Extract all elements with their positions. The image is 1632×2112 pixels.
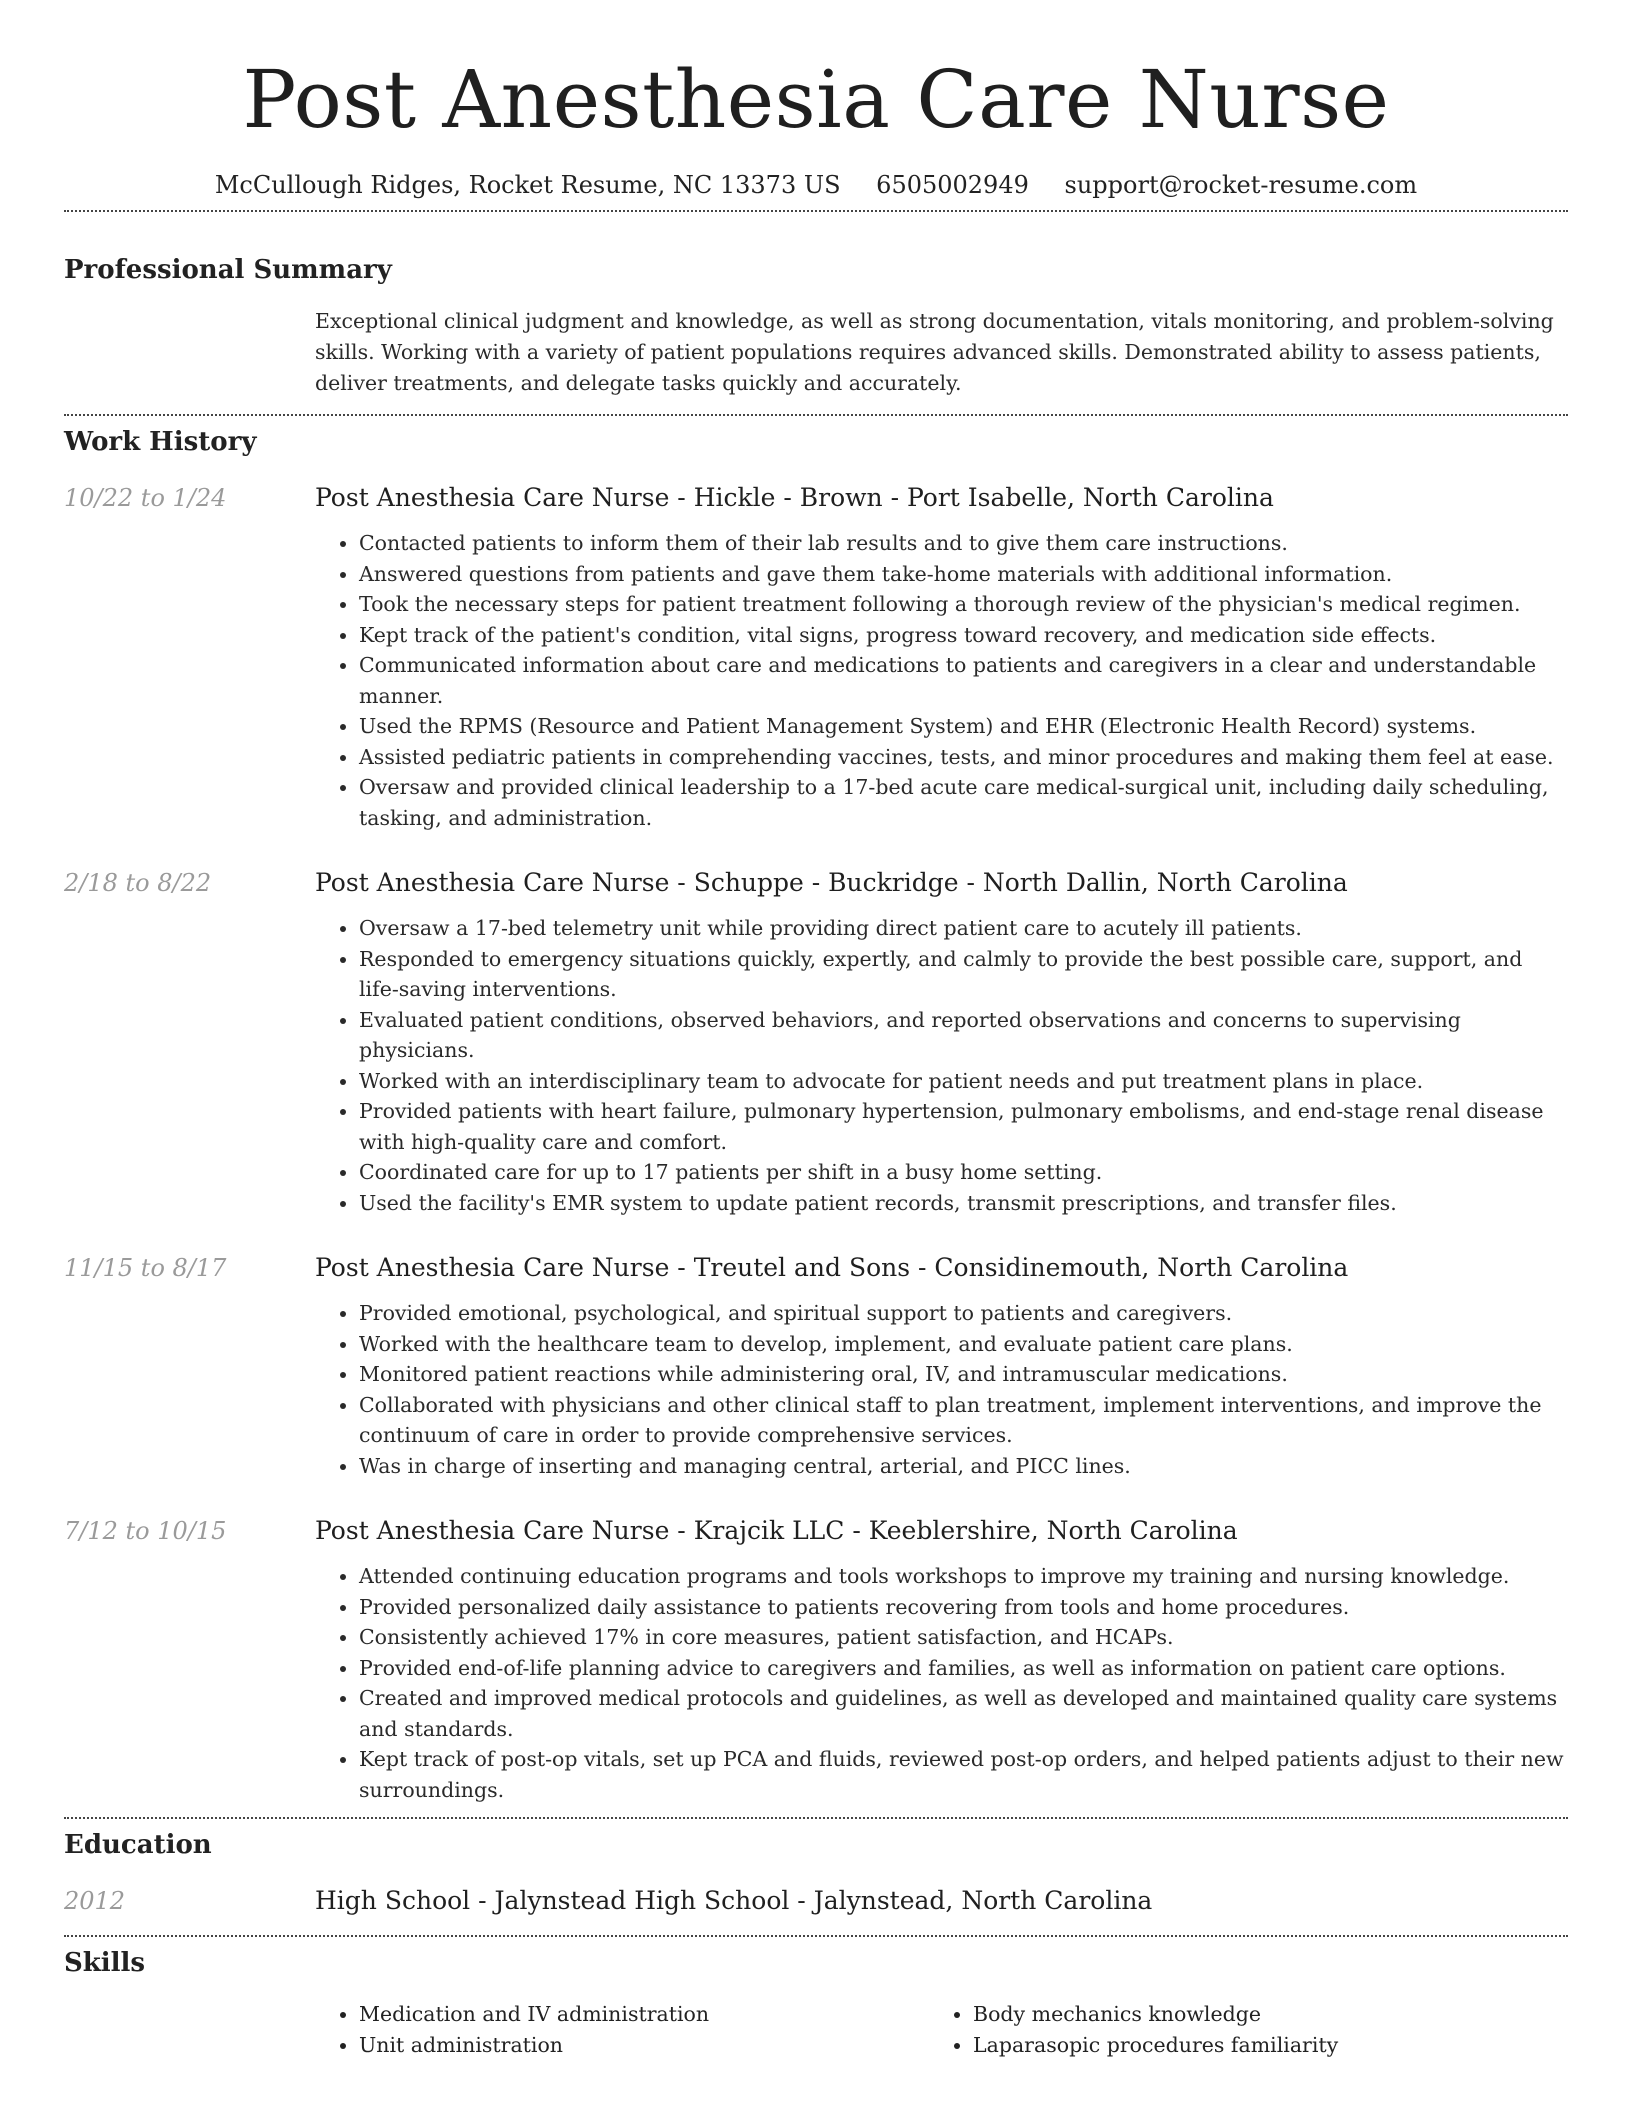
job-bullet: • Consistently achieved 17% in core measures, patient satisfaction, and HCAPs.	[359, 1622, 1568, 1653]
job-bullet: • Provided patients with heart failure, pulmonary hypertension, pulmonary embolisms, and end-stage renal disease with high-quality care and comfort.	[359, 1096, 1568, 1157]
section-title-summary: Professional Summary	[64, 255, 392, 285]
contact-email: support@rocket-resume.com	[1064, 171, 1418, 199]
skills-columns	[315, 1999, 1568, 2061]
job-dates: 10/22 to 1/24	[64, 484, 227, 512]
education-title: High School - Jalynstead High School - Jalynstead, North Carolina	[315, 1886, 1153, 1915]
job-title: Post Anesthesia Care Nurse - Treutel and Sons - Considinemouth, North Carolina	[315, 1253, 1349, 1282]
job-bullets	[315, 1298, 1568, 1481]
skills-section	[64, 1945, 1568, 2061]
summary-section	[64, 252, 1568, 399]
job-dates: 7/12 to 10/15	[64, 1517, 227, 1545]
contact-info	[64, 170, 1568, 210]
summary-text: Exceptional clinical judgment and knowledge, as well as strong documentation, vitals monitoring, and problem-solving skills. Working with a variety of patient populations requires advanced skills. Demonstrated ability to assess patients, deliver treatments, and delegate tasks quickly and accurately.	[315, 309, 1554, 395]
contact-address: McCullough Ridges, Rocket Resume, NC 13373 US	[214, 171, 841, 199]
job-bullet: • Oversaw a 17-bed telemetry unit while providing direct patient care to acutely ill patients.	[359, 913, 1568, 944]
job-bullet: • Oversaw and provided clinical leadership to a 17-bed acute care medical-surgical unit, including daily scheduling, tasking, and administration.	[359, 772, 1568, 833]
resume-name: Post Anesthesia Care Nurse	[242, 53, 1390, 146]
job-bullet: • Was in charge of inserting and managing central, arterial, and PICC lines.	[359, 1451, 1568, 1482]
job-bullet: • Contacted patients to inform them of their lab results and to give them care instructions.	[359, 528, 1568, 559]
job-title: Post Anesthesia Care Nurse - Krajcik LLC - Keeblershire, North Carolina	[315, 1516, 1238, 1545]
job-bullet: • Coordinated care for up to 17 patients per shift in a busy home setting.	[359, 1157, 1568, 1188]
contact-phone: 6505002949	[876, 171, 1029, 199]
job-bullets	[315, 913, 1568, 1218]
skills-list-right	[929, 1999, 1543, 2061]
divider	[64, 210, 1568, 212]
section-title-skills: Skills	[64, 1948, 146, 1978]
job-bullet: • Worked with the healthcare team to develop, implement, and evaluate patient care plans.	[359, 1329, 1568, 1360]
resume-page	[64, 0, 1568, 2061]
job-bullet: • Provided end-of-life planning advice to caregivers and families, as well as information on patient care options.	[359, 1653, 1568, 1684]
education-section	[64, 1827, 1568, 1917]
job-bullet: • Kept track of post-op vitals, set up PCA and fluids, reviewed post-op orders, and helped patients adjust to their new surroundings.	[359, 1744, 1568, 1805]
skill-item: • Medication and IV administration	[359, 1999, 929, 2030]
job-title: Post Anesthesia Care Nurse - Hickle - Brown - Port Isabelle, North Carolina	[315, 483, 1274, 512]
job-bullets	[315, 528, 1568, 833]
job-bullet: • Took the necessary steps for patient treatment following a thorough review of the physician's medical regimen.	[359, 589, 1568, 620]
job-bullet: • Assisted pediatric patients in comprehending vaccines, tests, and minor procedures and making them feel at ease.	[359, 742, 1568, 773]
work-history-section	[64, 424, 1568, 1805]
job-entry	[64, 1515, 1568, 1805]
job-bullet: • Created and improved medical protocols and guidelines, as well as developed and maintained quality care systems and standards.	[359, 1683, 1568, 1744]
job-bullets	[315, 1561, 1568, 1805]
job-title: Post Anesthesia Care Nurse - Schuppe - Buckridge - North Dallin, North Carolina	[315, 868, 1348, 897]
section-title-education: Education	[64, 1830, 212, 1860]
job-entry	[64, 1252, 1568, 1481]
job-entry	[64, 482, 1568, 833]
job-dates: 11/15 to 8/17	[64, 1254, 227, 1282]
job-bullet: • Used the facility's EMR system to update patient records, transmit prescriptions, and transfer files.	[359, 1188, 1568, 1219]
skill-item: • Laparasopic procedures familiarity	[973, 2030, 1543, 2061]
education-dates: 2012	[64, 1887, 126, 1915]
divider	[64, 1935, 1568, 1937]
job-bullet: • Kept track of the patient's condition, vital signs, progress toward recovery, and medication side effects.	[359, 620, 1568, 651]
job-bullet: • Answered questions from patients and gave them take-home materials with additional information.	[359, 559, 1568, 590]
skills-list-left	[315, 1999, 929, 2061]
job-bullet: • Provided emotional, psychological, and spiritual support to patients and caregivers.	[359, 1298, 1568, 1329]
divider	[64, 1817, 1568, 1819]
job-bullet: • Collaborated with physicians and other clinical staff to plan treatment, implement interventions, and improve the continuum of care in order to provide comprehensive services.	[359, 1390, 1568, 1451]
job-bullet: • Evaluated patient conditions, observed behaviors, and reported observations and concerns to supervising physicians.	[359, 1005, 1568, 1066]
job-bullet: • Monitored patient reactions while administering oral, IV, and intramuscular medications.	[359, 1359, 1568, 1390]
job-bullet: • Attended continuing education programs and tools workshops to improve my training and nursing knowledge.	[359, 1561, 1568, 1592]
skill-item: • Unit administration	[359, 2030, 929, 2061]
education-entry	[64, 1885, 1568, 1917]
skill-item: • Body mechanics knowledge	[973, 1999, 1543, 2030]
job-dates: 2/18 to 8/22	[64, 869, 212, 897]
job-entry	[64, 867, 1568, 1218]
divider	[64, 414, 1568, 416]
section-title-work-history: Work History	[64, 427, 257, 457]
job-bullet: • Communicated information about care and medications to patients and caregivers in a clear and understandable manner.	[359, 650, 1568, 711]
job-bullet: • Provided personalized daily assistance to patients recovering from tools and home procedures.	[359, 1592, 1568, 1623]
job-bullet: • Used the RPMS (Resource and Patient Management System) and EHR (Electronic Health Record) systems.	[359, 711, 1568, 742]
job-bullet: • Responded to emergency situations quickly, expertly, and calmly to provide the best possible care, support, and life-saving interventions.	[359, 944, 1568, 1005]
job-bullet: • Worked with an interdisciplinary team to advocate for patient needs and put treatment plans in place.	[359, 1066, 1568, 1097]
